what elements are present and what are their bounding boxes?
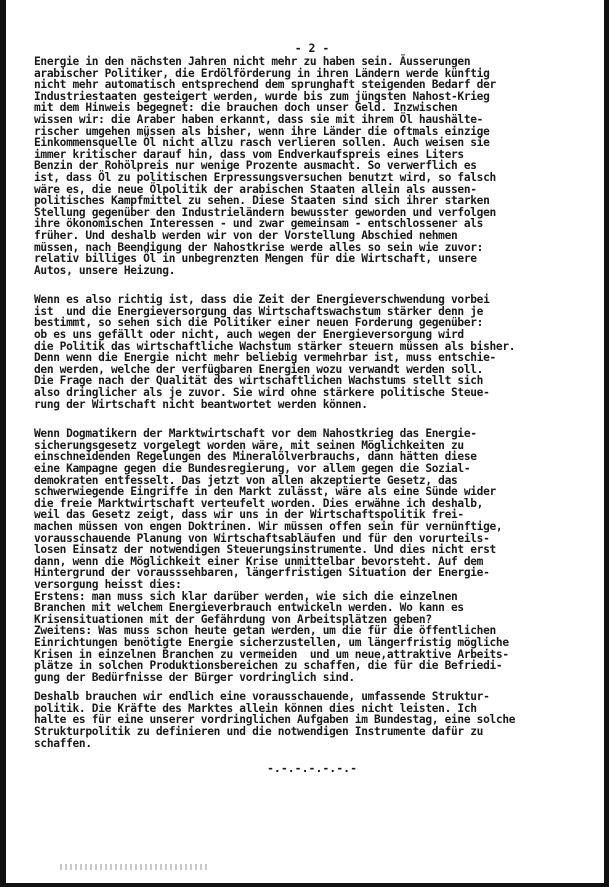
text-line: mit dem Hinweis begegnet: die brauchen doch unser Geld. Inzwischen <box>34 101 458 115</box>
text-line: Wenn es also richtig ist, dass die Zeit der Energieverschwendung vorbei <box>34 293 490 307</box>
text-line: früher. Und deshalb werden wir von der Vorstellung Abschied nehmen <box>34 228 458 242</box>
text-line: schaffen. <box>34 736 92 750</box>
text-line: Denn wenn die Energie nicht mehr beliebig vermehrbar ist, muss entschie- <box>34 351 496 365</box>
text-line: einschneidenden Regelungen des Mineralölverbrauchs, dann hätten diese <box>34 450 477 464</box>
paragraph-market-economy <box>34 428 590 683</box>
scan-speckle <box>60 864 210 870</box>
text-line: Strukturpolitik zu definieren und die notwendigen Instrumente dafür zu <box>34 725 484 739</box>
text-line: plätze in solchen Produktionsbereichen zu schaffen, die für die Befriedi- <box>34 659 503 673</box>
text-line: halte es für eine unserer vordringlichen Aufgaben im Bundestag, eine solche <box>34 713 516 727</box>
paragraph-oil-politics <box>34 56 590 276</box>
document-page <box>34 41 590 776</box>
text-line: Wenn Dogmatikern der Marktwirtschaft vor dem Nahostkrieg das Energie- <box>34 427 477 441</box>
closing-separator: -.-.-.-.-.-.- <box>266 761 357 776</box>
text-line: ob es uns gefällt oder nicht, auch wegen der Energieversorgung wird <box>34 328 464 342</box>
text-line: politik. Die Kräfte des Marktes allein können dies nicht leisten. Ich <box>34 701 477 715</box>
text-line: losen Einsatz der notwendigen Steuerungsinstrumente. Und dies nicht erst <box>34 543 496 557</box>
text-line: eine Kampagne gegen die Bundesregierung, vor allem gegen die Sozial- <box>34 462 471 475</box>
text-line: immer kritischer darauf hin, dass vom Endverkaufspreis eines Liters <box>34 147 464 161</box>
text-line: rung der Wirtschaft nicht beantwortet werden können. <box>34 397 368 411</box>
paragraph-energy-waste <box>34 294 590 410</box>
text-line: Einrichtungen benötigte Energie sicherzustellen, um längerfristig mögliche <box>34 635 509 649</box>
text-line: demokraten entfesselt. Das jetzt von allen akzeptierte Gesetz, das <box>34 473 458 487</box>
text-line: bestimmt, so sehen sich die Politiker einer neuen Forderung gegenüber: <box>34 316 484 330</box>
text-line: Autos, unsere Heizung. <box>34 263 176 277</box>
text-line: die freie Marktwirtschaft verteufelt worden. Dies erwähne ich deshalb, <box>34 496 484 510</box>
text-line: vorausschauende Planung von Wirtschaftsabläufen und für den vorurteils- <box>34 531 490 545</box>
paragraph-structural-policy <box>34 691 590 749</box>
text-line: weil das Gesetz zeigt, dass wir uns in der Wirtschaftspolitik frei- <box>34 508 464 522</box>
scan-border-left <box>0 0 6 887</box>
page-number: - 2 - <box>294 41 330 55</box>
text-line: politisches Kampfmittel zu sehen. Diese Staaten sind sich ihrer starken <box>34 194 490 208</box>
text-line: wäre es, die neue Ölpolitik der arabischen Staaten allein als aussen- <box>34 182 477 196</box>
text-line: Stellung gegenüber den Industrieländern bewusster geworden und verfolgen <box>34 205 496 219</box>
text-line: schwerwiegende Eingriffe in den Markt zulässt, wäre als eine Sünde wider <box>34 485 496 499</box>
text-line: ist, dass Öl zu politischen Erpressungsversuchen benutzt wird, so falsch <box>34 170 496 184</box>
text-line: Hintergrund der vorausssehbaren, längerfristigen Situation der Energie- <box>34 566 490 580</box>
text-line: sicherungsgesetz vorgelegt worden wäre, mit seinen Möglichkeiten zu <box>34 438 464 452</box>
text-line: dann, wenn die Möglichkeit einer Krise unmittelbar bevorsteht. Auf dem <box>34 554 484 568</box>
text-line: ihre ökonomischen Interessen - und zwar gemeinsam - entschlossener als <box>34 217 484 231</box>
text-line: nicht mehr automatisch entsprechend dem sprunghaft steigenden Bedarf der <box>34 78 496 92</box>
text-line: Krisen in einzelnen Branchen zu vermeiden und um neue,attraktive Arbeits- <box>34 647 509 661</box>
scan-border-right <box>604 0 609 887</box>
text-line: Erstens: man muss sich klar darüber werden, wie sich die einzelnen <box>34 589 458 603</box>
text-line: Die Frage nach der Qualität des wirtschaftlichen Wachstums stellt sich <box>34 374 484 388</box>
text-line: den werden, welche der verfügbaren Energien wozu verwandt werden soll. <box>34 362 484 376</box>
text-line: Krisensituationen mit der Gefährdung von Arbeitsplätzen geben? <box>34 612 432 626</box>
text-line: versorgung heisst dies: <box>34 577 182 591</box>
text-line: rischer umgehen müssen als bisher, wenn ihre Länder die oftmals einzige <box>34 124 490 138</box>
text-line: Benzin der Rohölpreis nur wenige Prozente ausmacht. So verwerflich es <box>34 159 477 173</box>
text-line: relativ billiges Öl in unbegrenzten Mengen für die Wirtschaft, unsere <box>34 252 477 266</box>
text-line: Deshalb brauchen wir endlich eine vorausschauende, umfassende Struktur- <box>34 690 490 704</box>
text-line: die Politik das wirtschaftliche Wachstum stärker steuern müssen als bisher. <box>34 339 516 353</box>
text-line: müssen, nach Beendigung der Nahostkrise werde alles so sein wie zuvor: <box>34 240 484 254</box>
text-line: Energie in den nächsten Jahren nicht mehr zu haben sein. Äusserungen <box>34 55 471 68</box>
text-line: gung der Bedürfnisse der Bürger vordringlich sind. <box>34 670 355 684</box>
text-line: machen müssen von engen Doktrinen. Wir müssen offen sein für vernünftige, <box>34 519 503 533</box>
text-line: arabischer Politiker, die Erdölförderung in ihren Ländern werde künftig <box>34 66 490 80</box>
text-line: also dringlicher als je zuvor. Sie wird ohne stärkere politische Steue- <box>34 386 490 400</box>
text-line: Branchen mit welchem Energieverbrauch entwickeln werden. Wo kann es <box>34 601 464 615</box>
text-line: ist und die Energieversorgung das Wirtschaftswachstum stärker denn je <box>34 304 484 318</box>
text-line: Einkommensquelle Öl nicht allzu rasch verlieren sollen. Auch weisen sie <box>34 136 490 150</box>
text-line: Industriestaaten gesteigert werden, wurde bis zum jüngsten Nahost-Krieg <box>34 89 490 103</box>
text-line: wissen wir: die Araber haben erkannt, dass sie mit ihrem Öl haushälte- <box>34 112 484 126</box>
text-line: Zweitens: Was muss schon heute getan werden, um die für die öffentlichen <box>34 624 496 638</box>
scan-border-bottom <box>0 883 609 887</box>
